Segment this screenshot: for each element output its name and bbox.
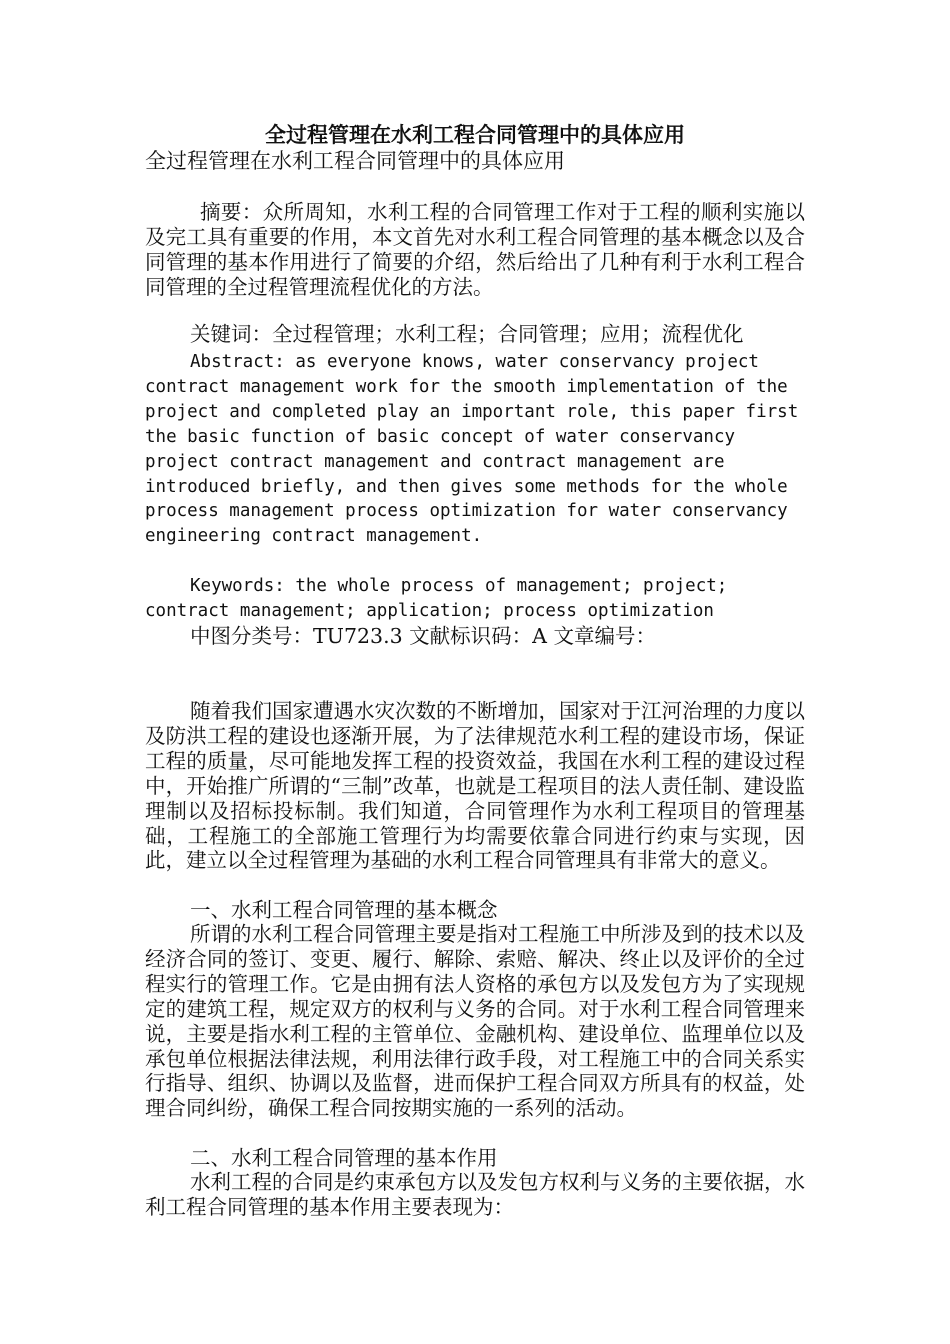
section-heading-basic-concept: 一、水利工程合同管理的基本概念: [190, 898, 498, 922]
abstract-chinese: 摘要：众所周知，水利工程的合同管理工作对于工程的顺利实施以及完工具有重要的作用，本文首先对水利工程合同管理的基本概念以及合同管理的基本作用进行了简要的介绍，然后给出了几种有利于水利工程合同管理的全过程管理流程优化的方法。: [145, 200, 805, 299]
section-paragraph-basic-function: 水利工程的合同是约束承包方以及发包方权利与义务的主要依据，水利工程合同管理的基本作用主要表现为：: [145, 1170, 805, 1219]
intro-paragraph: 随着我们国家遭遇水灾次数的不断增加，国家对于江河治理的力度以及防洪工程的建设也逐渐开展，为了法律规范水利工程的建设市场，保证工程的质量，尽可能地发挥工程的投资效益，我国在水利工程的建设过程中，开始推广所谓的“三制”改革，也就是工程项目的法人责任制、建设监理制以及招标投标制。我们知道，合同管理作为水利工程项目的管理基础，工程施工的全部施工管理行为均需要依靠合同进行约束与实现，因此，建立以全过程管理为基础的水利工程合同管理具有非常大的意义。: [145, 699, 805, 873]
keywords-chinese: 关键词：全过程管理；水利工程；合同管理；应用；流程优化: [190, 322, 744, 346]
keywords-english: Keywords: the whole process of management; project; contract management; application; process optimization: [145, 576, 728, 621]
section-heading-basic-function: 二、水利工程合同管理的基本作用: [190, 1146, 498, 1170]
section-paragraph-basic-concept: 所谓的水利工程合同管理主要是指对工程施工中所涉及到的技术以及经济合同的签订、变更、履行、解除、索赔、解决、终止以及评价的全过程实行的管理工作。它是由拥有法人资格的承包方以及发包方为了实现规定的建筑工程，规定双方的权利与义务的合同。对于水利工程合同管理来说，主要是指水利工程的主管单位、金融机构、建设单位、监理单位以及承包单位根据法律法规，利用法律行政手段，对工程施工中的合同关系实行指导、组织、协调以及监督，进而保护工程合同双方所具有的权益，处理合同纠纷，确保工程合同按期实施的一系列的活动。: [145, 922, 805, 1121]
document-title: 全过程管理在水利工程合同管理中的具体应用: [265, 122, 685, 147]
abstract-english: Abstract: as everyone knows, water conservancy project contract management work for the smooth implementation of the project and completed play an important role, this paper first the basic function of basic concept of water conservancy project contract management and contract management are introduced briefly, and then gives some methods for the whole process management process optimization for water conservancy engineering contract management.: [145, 352, 799, 547]
document-subtitle: 全过程管理在水利工程合同管理中的具体应用: [145, 149, 565, 173]
classification-line: 中图分类号：TU723.3 文献标识码：A 文章编号：: [190, 624, 656, 648]
